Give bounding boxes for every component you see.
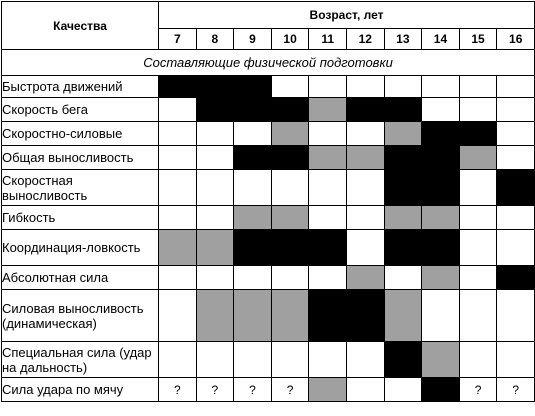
age-cell (309, 170, 347, 206)
age-cell (422, 290, 460, 342)
age-cell (384, 76, 422, 98)
age-cell (196, 266, 234, 290)
age-cell: ? (159, 378, 197, 402)
age-cell (346, 230, 384, 266)
table-body (2, 50, 535, 402)
section-title: Составляющие физической подготовки (2, 50, 535, 76)
header-row-top (2, 2, 535, 29)
quality-label: Скорость бега (2, 98, 159, 122)
age-cell (384, 378, 422, 402)
age-cell: ? (234, 378, 272, 402)
age-cell (422, 122, 460, 146)
quality-label: Координация-ловкость (2, 230, 159, 266)
age-cell (384, 342, 422, 378)
age-cell (309, 342, 347, 378)
quality-label: Скоростно-силовые (2, 122, 159, 146)
age-cell (234, 290, 272, 342)
age-cell (384, 98, 422, 122)
section-row (2, 50, 535, 76)
table-row (2, 206, 535, 230)
table-row (2, 290, 535, 342)
age-cell (309, 146, 347, 170)
age-cell (159, 342, 197, 378)
age-header-cell: 8 (196, 29, 234, 50)
age-cell (159, 170, 197, 206)
age-cell (459, 122, 497, 146)
age-cell (384, 290, 422, 342)
age-cell (422, 342, 460, 378)
age-cell (196, 342, 234, 378)
quality-label: Сила удара по мячу (2, 378, 159, 402)
age-cell (497, 170, 535, 206)
age-cell (309, 378, 347, 402)
age-column-header: Возраст, лет (159, 2, 535, 29)
age-cell (234, 266, 272, 290)
age-cell (346, 122, 384, 146)
age-cell (196, 98, 234, 122)
age-cell (159, 266, 197, 290)
age-cell (271, 206, 309, 230)
age-cell: ? (459, 378, 497, 402)
age-cell (159, 230, 197, 266)
age-header-cell: 14 (422, 29, 460, 50)
age-cell (196, 206, 234, 230)
age-cell (234, 122, 272, 146)
age-cell (346, 266, 384, 290)
age-cell (346, 342, 384, 378)
age-cell (497, 342, 535, 378)
age-cell: ? (196, 378, 234, 402)
age-cell (422, 378, 460, 402)
table-row (2, 230, 535, 266)
age-cell (196, 230, 234, 266)
age-cell (271, 122, 309, 146)
age-cell (497, 206, 535, 230)
age-cell (159, 206, 197, 230)
age-cell (271, 76, 309, 98)
age-cell (384, 122, 422, 146)
age-cell (234, 342, 272, 378)
quality-label: Общая выносливость (2, 146, 159, 170)
physical-qualities-table (1, 1, 535, 402)
age-cell (497, 76, 535, 98)
table-row (2, 122, 535, 146)
age-header-cell: 7 (159, 29, 197, 50)
age-cell (497, 290, 535, 342)
age-cell (422, 98, 460, 122)
age-cell (309, 230, 347, 266)
age-cell (196, 170, 234, 206)
age-cell (271, 230, 309, 266)
age-cell (159, 146, 197, 170)
age-cell (234, 170, 272, 206)
age-cell (346, 170, 384, 206)
age-cell (196, 76, 234, 98)
age-cell (309, 266, 347, 290)
age-cell (346, 76, 384, 98)
age-cell (497, 98, 535, 122)
age-cell (422, 146, 460, 170)
age-cell (384, 206, 422, 230)
age-cell (422, 266, 460, 290)
age-cell (309, 122, 347, 146)
age-cell (346, 290, 384, 342)
age-cell: ? (497, 378, 535, 402)
age-cell (384, 170, 422, 206)
table-row (2, 378, 535, 402)
age-cell (459, 230, 497, 266)
age-cell (159, 76, 197, 98)
age-cell (159, 122, 197, 146)
quality-label: Специальная сила (удар на дальность) (2, 342, 159, 378)
age-cell (497, 266, 535, 290)
age-header-cell: 12 (346, 29, 384, 50)
age-cell (234, 206, 272, 230)
age-cell (459, 146, 497, 170)
age-cell (384, 266, 422, 290)
age-cell (384, 146, 422, 170)
age-cell (459, 290, 497, 342)
age-cell (271, 170, 309, 206)
age-cell (459, 206, 497, 230)
age-cell (234, 146, 272, 170)
quality-label: Силовая выносливость (динамическая) (2, 290, 159, 342)
table-row (2, 146, 535, 170)
age-cell (459, 266, 497, 290)
age-cell (271, 342, 309, 378)
age-cell (309, 98, 347, 122)
age-cell (309, 206, 347, 230)
age-cell (346, 206, 384, 230)
age-cell (422, 76, 460, 98)
age-cell (346, 146, 384, 170)
age-header-cell: 11 (309, 29, 347, 50)
age-cell (346, 378, 384, 402)
age-cell (422, 230, 460, 266)
age-cell (159, 290, 197, 342)
age-cell (497, 230, 535, 266)
age-cell (271, 290, 309, 342)
age-header-cell: 16 (497, 29, 535, 50)
quality-column-header: Качества (2, 2, 159, 50)
quality-label: Гибкость (2, 206, 159, 230)
age-cell: ? (271, 378, 309, 402)
age-cell (497, 122, 535, 146)
age-cell (196, 290, 234, 342)
age-cell (459, 98, 497, 122)
age-cell (309, 76, 347, 98)
age-header-cell: 13 (384, 29, 422, 50)
age-cell (271, 98, 309, 122)
age-header-cell: 15 (459, 29, 497, 50)
age-cell (497, 146, 535, 170)
table-row (2, 98, 535, 122)
age-cell (309, 290, 347, 342)
table-row (2, 266, 535, 290)
age-cell (234, 98, 272, 122)
quality-label: Быстрота движений (2, 76, 159, 98)
age-cell (196, 146, 234, 170)
age-cell (422, 206, 460, 230)
quality-label: Скоростная выносливость (2, 170, 159, 206)
age-cell (384, 230, 422, 266)
age-cell (271, 146, 309, 170)
table-row (2, 76, 535, 98)
age-cell (422, 170, 460, 206)
age-cell (459, 342, 497, 378)
table-row (2, 170, 535, 206)
quality-label: Абсолютная сила (2, 266, 159, 290)
age-cell (159, 98, 197, 122)
age-cell (346, 98, 384, 122)
age-header-cell: 10 (271, 29, 309, 50)
age-cell (196, 122, 234, 146)
age-cell (234, 230, 272, 266)
age-cell (234, 76, 272, 98)
age-cell (271, 266, 309, 290)
table-row (2, 342, 535, 378)
age-cell (459, 76, 497, 98)
age-header-cell: 9 (234, 29, 272, 50)
age-cell (459, 170, 497, 206)
